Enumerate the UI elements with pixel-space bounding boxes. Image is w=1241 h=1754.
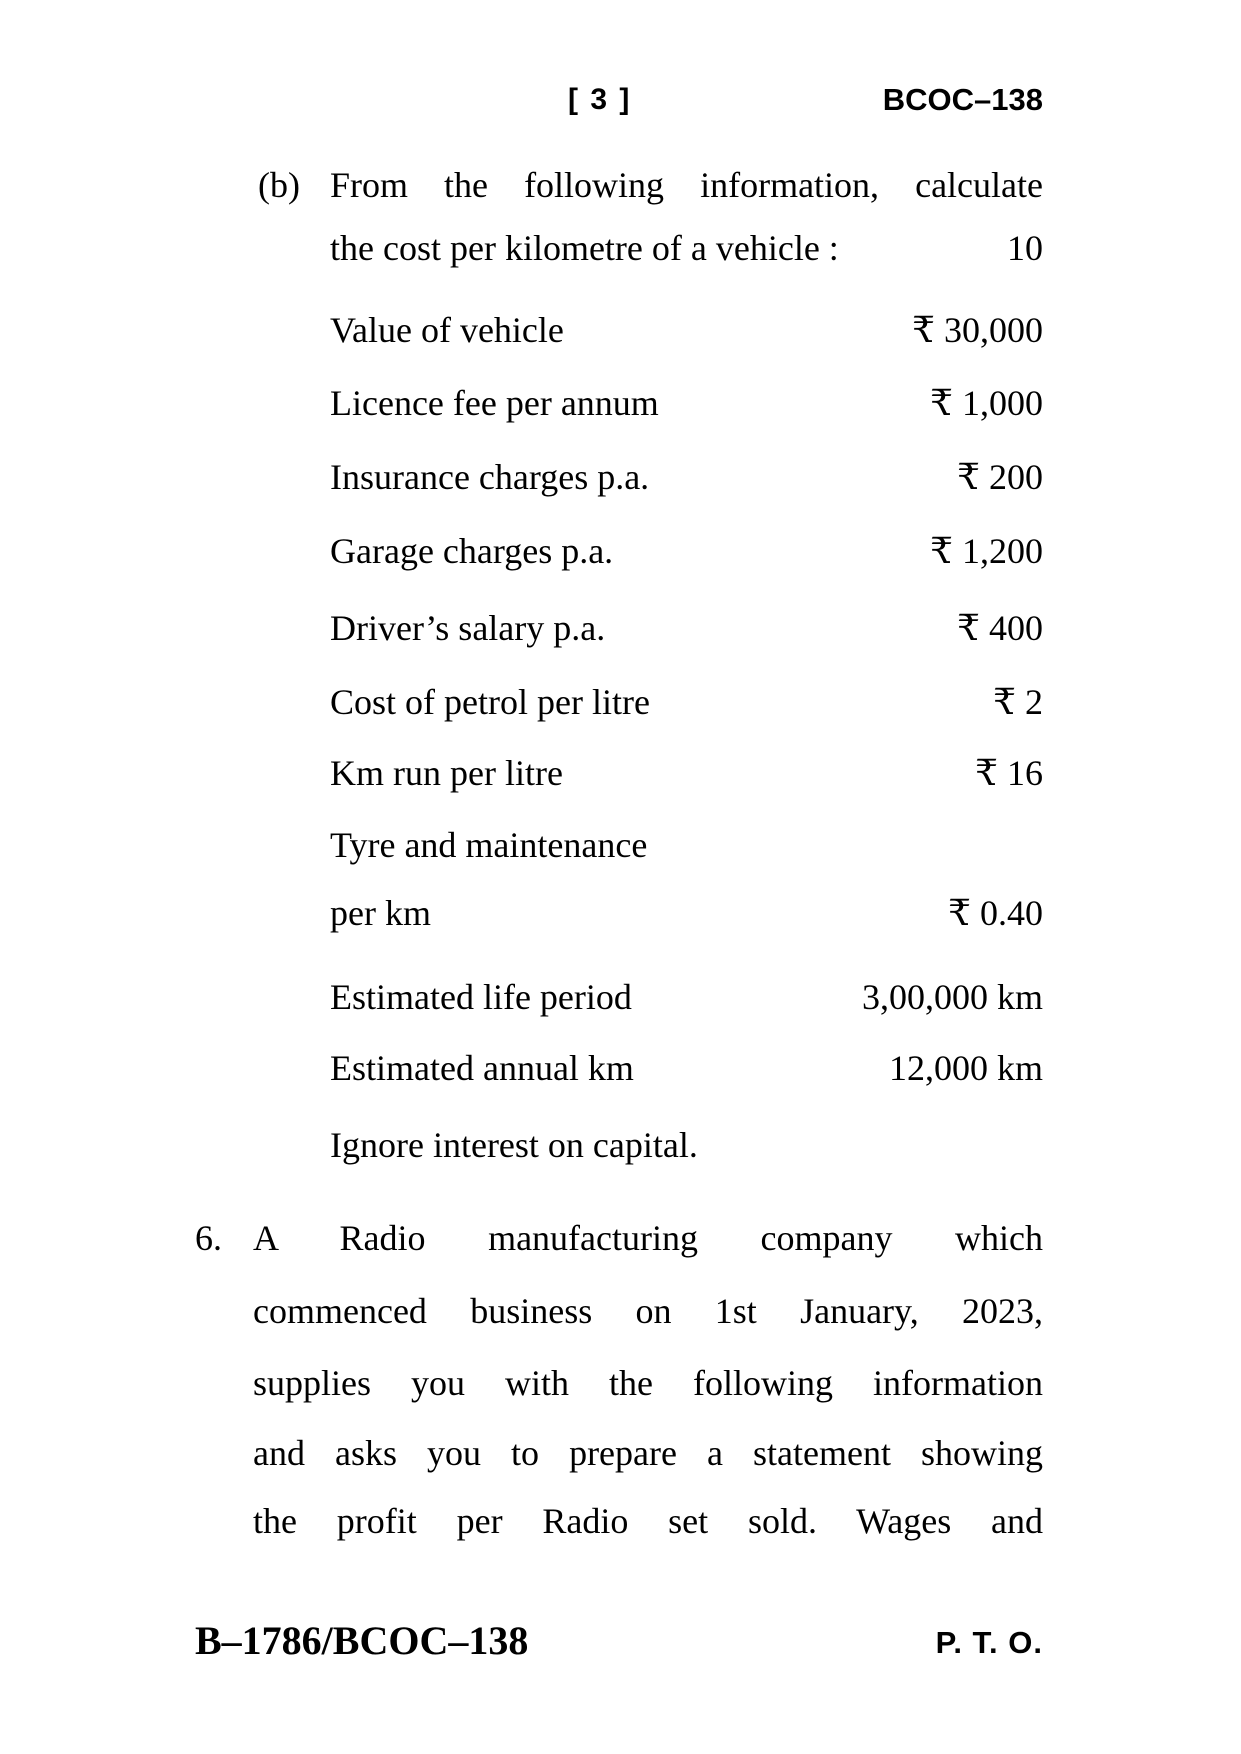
question-6-line-4: and asks you to prepare a statement showing [253, 1433, 1043, 1473]
item-amount: ₹ 30,000 [912, 310, 1043, 350]
item-label: Km run per litre [330, 753, 563, 793]
item-amount: ₹ 0.40 [948, 893, 1043, 933]
cost-item-row [330, 454, 1043, 500]
course-code: BCOC–138 [882, 82, 1043, 117]
question-6-line-1: A Radio manufacturing company which [253, 1218, 1043, 1258]
item-label: Licence fee per annum [330, 383, 659, 423]
item-amount: ₹ 2 [993, 682, 1043, 722]
cost-item-row [330, 528, 1043, 574]
item-label: Tyre and maintenance [330, 825, 648, 865]
item-amount: 3,00,000 km [861, 977, 1043, 1017]
item-amount: ₹ 400 [957, 608, 1043, 648]
question-b-line-1: From the following information, calculate [330, 165, 1043, 205]
item-amount: ₹ 1,200 [930, 531, 1043, 571]
paper-code: B–1786/BCOC–138 [195, 1618, 529, 1663]
cost-item-row [330, 822, 1043, 868]
cost-item-row [330, 1045, 1043, 1091]
item-label: Driver’s salary p.a. [330, 608, 606, 648]
item-amount: ₹ 16 [975, 753, 1043, 793]
cost-item-row [330, 750, 1043, 796]
item-label: Insurance charges p.a. [330, 457, 650, 497]
page-number: [ 3 ] [568, 83, 632, 116]
item-amount: ₹ 200 [957, 457, 1043, 497]
item-label: per km [330, 893, 431, 933]
cost-item-row [330, 679, 1043, 725]
cost-item-row [330, 307, 1043, 353]
item-label: Estimated life period [330, 977, 632, 1017]
item-amount: 12,000 km [888, 1048, 1043, 1088]
question-b-marker: (b) [258, 165, 300, 205]
question-b-marks: 10 [1007, 228, 1043, 268]
question-6-marker: 6. [195, 1218, 222, 1258]
question-b-line-2-text: the cost per kilometre of a vehicle : [330, 228, 839, 268]
cost-item-row [330, 380, 1043, 426]
question-6-line-5: the profit per Radio set sold. Wages and [253, 1501, 1043, 1541]
item-amount: ₹ 1,000 [930, 383, 1043, 423]
cost-item-row [330, 605, 1043, 651]
cost-item-row [330, 974, 1043, 1020]
item-label: Estimated annual km [330, 1048, 634, 1088]
question-b-line-2 [330, 225, 1043, 271]
pto-label: P. T. O. [935, 1625, 1043, 1660]
item-label: Garage charges p.a. [330, 531, 614, 571]
question-b-note: Ignore interest on capital. [330, 1125, 698, 1165]
cost-item-row [330, 890, 1043, 936]
item-label: Value of vehicle [330, 310, 564, 350]
item-label: Cost of petrol per litre [330, 682, 650, 722]
question-6-line-3: supplies you with the following information [253, 1363, 1043, 1403]
question-6-line-2: commenced business on 1st January, 2023, [253, 1291, 1043, 1331]
